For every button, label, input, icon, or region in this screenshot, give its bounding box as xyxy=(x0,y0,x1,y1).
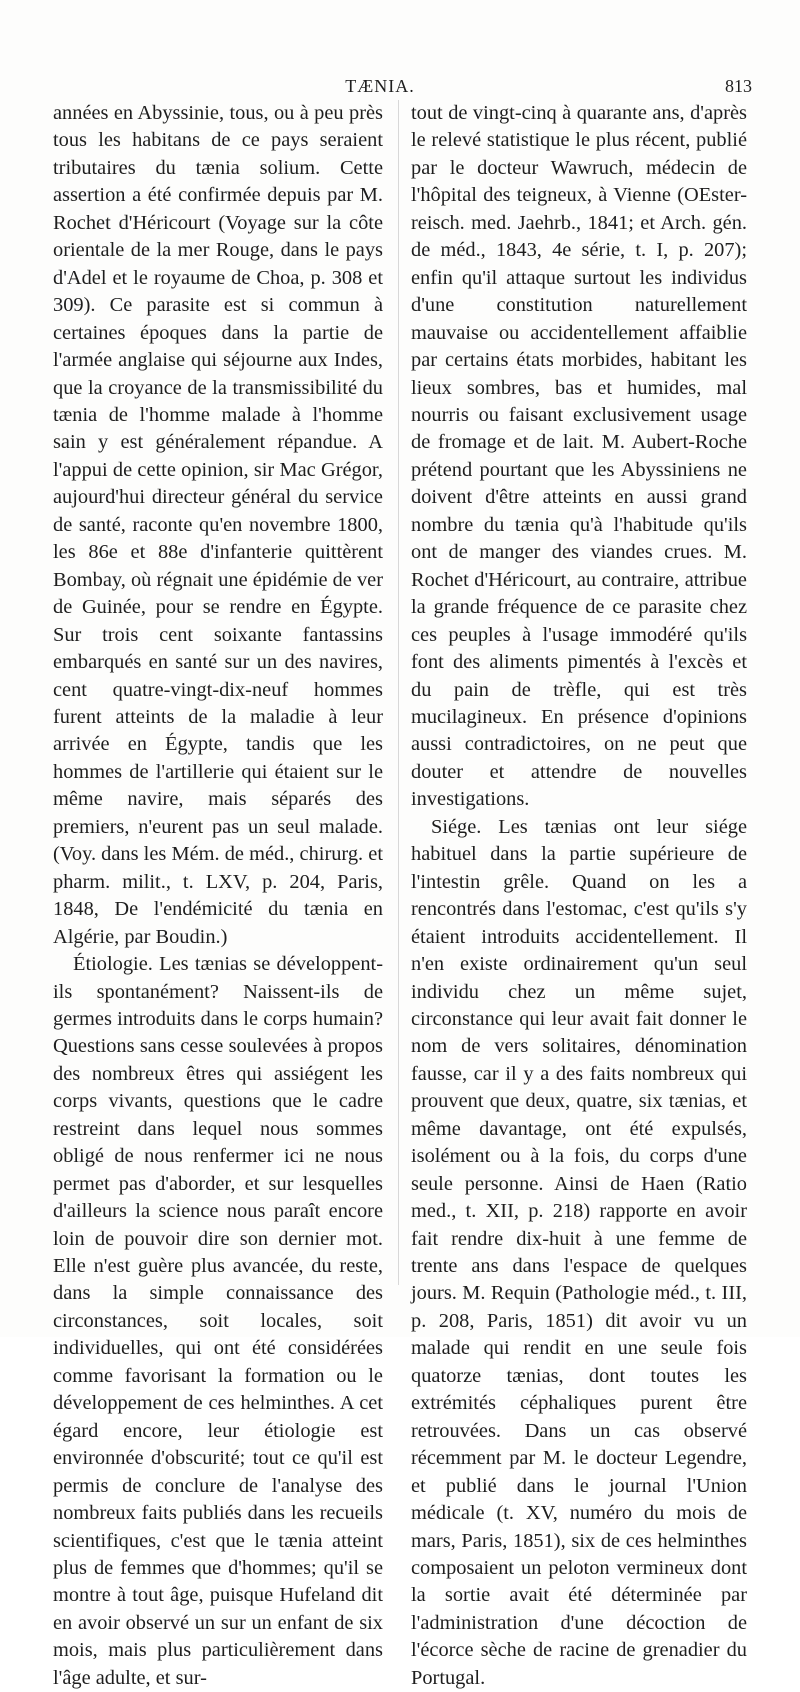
left-column xyxy=(53,100,383,1692)
right-column xyxy=(411,100,747,1692)
paragraph-siege: Siége. Les tænias ont leur siége habituel dans la partie supérieure de l'intestin grêle. Quand on les a rencontrés dans l'estomac, c'est qu'ils s'y étaient introduits accidentellement. Il n'en existe ordinairement qu'un seul individu chez un même sujet, circonstance qui leur avait fait donner le nom de vers solitaires, dénomination fausse, car il y a des faits nombreux qui prouvent que deux, quatre, six tænias, et même davantage, ont été expulsés, isolément ou à la fois, du corps d'une seule personne. Ainsi de Haen (Ratio med., t. XII, p. 218) rapporte en avoir fait rendre dix-huit à une femme de trente ans dans l'espace de quelques jours. M. Requin (Pathologie méd., t. III, p. 208, Paris, 1851) dit avoir vu un malade qui rendit en une seule fois quatorze tænias, dont toutes les extrémités céphaliques purent être retrouvées. Dans un cas observé récemment par M. le docteur Legendre, et publié dans le journal l'Union médicale (t. XV, numéro du mois de mars, Paris, 1851), six de ces helminthes composaient un peloton vermineux dont la sortie avait été déterminée par l'administration d'une décoction de l'écorce sèche de racine de grenadier du Portugal. xyxy=(411,815,747,1689)
running-title: TÆNIA. xyxy=(345,76,415,96)
paragraph-age-constitution: tout de vingt-cinq à quarante ans, d'après le relevé statistique le plus récent, publié par le docteur Wawruch, médecin de l'hôpital des teigneux, à Vienne (OEster-reisch. med. Jaehrb., 1841; et Arch. gén. de méd., 1843, 4e série, t. I, p. 207); enfin qu'il attaque surtout les individus d'une constitution naturellement mauvaise ou accidentellement affaiblie par certains états morbides, habitant les lieux sombres, bas et humides, mal nourris ou faisant exclusivement usage de fromage et de lait. M. Aubert-Roche prétend pourtant que les Abyssiniens ne doivent d'être atteints en aussi grand nombre du tænia qu'à l'habitude qu'ils ont de manger des viandes crues. M. Rochet d'Héricourt, au contraire, attribue la grande fréquence de ce parasite chez ces peuples à l'usage immodéré qu'ils font des aliments pimentés à l'excès et du pain de trèfle, qui est très mucilagineux. En présence d'opinions aussi contradictoires, on ne peut que douter et attendre de nouvelles investigations. xyxy=(411,102,747,811)
paragraph-etiologie: Étiologie. Les tænias se développent-ils spontanément? Naissent-ils de germes introduits dans le corps humain? Questions sans cesse soulevées à propos des nombreux êtres qui assiégent les corps vivants, questions que le cadre restreint dans lequel nous sommes obligé de nous renfermer ici ne nous permet pas d'aborder, et sur lesquelles d'ailleurs la science nous paraît encore loin de pouvoir dire son dernier mot. Elle n'est guère plus avancée, du reste, dans la simple connaissance des circonstances, soit locales, soit individuelles, qui ont été considérées comme favorisant la formation ou le développement de ces helminthes. A cet égard encore, leur étiologie est environnée d'obscurité; tout ce qu'il est permis de conclure de l'analyse des nombreux faits publiés dans les recueils scientifiques, c'est que le tænia atteint plus de femmes que d'hommes; qu'il se montre à tout âge, puisque Hufeland dit en avoir observé un sur un enfant de six mois, mais plus particulièrement dans l'âge adulte, et sur- xyxy=(53,953,383,1689)
running-head xyxy=(0,76,800,98)
paragraph-abyssinia: années en Abyssinie, tous, ou à peu près tous les habitans de ce pays seraient tributaires du tænia solium. Cette assertion a été confirmée depuis par M. Rochet d'Héricourt (Voyage sur la côte orientale de la mer Rouge, dans le pays d'Adel et le royaume de Choa, p. 308 et 309). Ce parasite est si commun à certaines époques dans la partie de l'armée anglaise qui séjourne aux Indes, que la croyance de la transmissibilité du tænia de l'homme malade à l'homme sain y est généralement répandue. A l'appui de cette opinion, sir Mac Grégor, aujourd'hui directeur général du service de santé, raconte qu'en novembre 1800, les 86e et 88e d'infanterie quittèrent Bombay, où régnait une épidémie de ver de Guinée, pour se rendre en Égypte. Sur trois cent soixante fantassins embarqués en santé sur un des navires, cent quatre-vingt-dix-neuf hommes furent atteints de la maladie à leur arrivée en Égypte, tandis que les hommes de l'artillerie qui étaient sur le même navire, mais séparés des premiers, n'eurent pas un seul malade. (Voy. dans les Mém. de méd., chirurg. et pharm. milit., t. LXV, p. 204, Paris, 1848, De l'endémicité du tænia en Algérie, par Boudin.) xyxy=(53,102,383,948)
page-number: 813 xyxy=(725,76,752,96)
column-divider xyxy=(398,100,399,1285)
